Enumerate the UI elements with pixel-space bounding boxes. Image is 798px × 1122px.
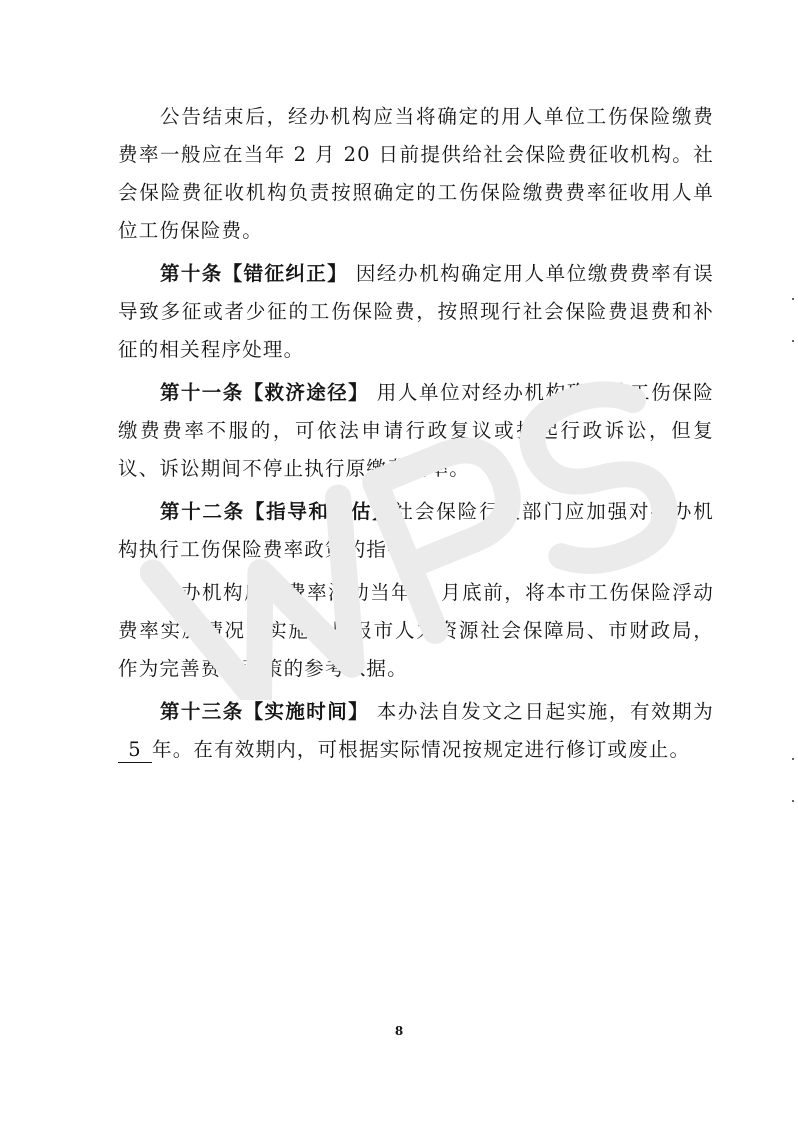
page-number: 8 — [394, 1024, 404, 1038]
article-13-heading: 第十三条【实施时间】 — [160, 700, 369, 723]
article-13-text-before: 本办法自发文之日起实施，有效期为 — [369, 700, 714, 723]
article-13 — [118, 693, 714, 769]
margin-dot-4 — [792, 800, 794, 802]
article-12 — [118, 493, 714, 569]
margin-dot-1 — [792, 298, 794, 300]
article-12-heading: 第十二条【指导和评估】 — [160, 500, 394, 523]
article-11 — [118, 374, 714, 488]
paragraph-report-text: 经办机构应在费率浮动当年 9 月底前，将本市工伤保险浮动费率实施情况及实施效果报市人力资源社会保障局、市财政局，作为完善费率政策的参考依据。 — [118, 581, 714, 680]
document-body — [118, 98, 714, 774]
article-12-text: 社会保险行政部门应加强对经办机构执行工伤保险费率政策的指导。 — [118, 500, 714, 561]
article-13-text-after: 年。在有效期内，可根据实际情况按规定进行修订或废止。 — [152, 738, 691, 761]
article-10-text: 因经办机构确定用人单位缴费费率有误导致多征或者少征的工伤保险费，按照现行社会保险费退费和补征的相关程序处理。 — [118, 262, 714, 361]
paragraph-report — [118, 574, 714, 688]
paragraph-1-text: 公告结束后，经办机构应当将确定的用人单位工伤保险缴费费率一般应在当年 2 月 20 日前提供给社会保险费征收机构。社会保险费征收机构负责按照确定的工伤保险缴费费率征收用人单位工伤保险费。 — [118, 105, 714, 242]
article-11-heading: 第十一条【救济途径】 — [160, 381, 369, 404]
article-10-heading: 第十条【错征纠正】 — [160, 262, 349, 285]
paragraph-1 — [118, 98, 714, 250]
margin-dot-2 — [792, 340, 794, 342]
article-11-text: 用人单位对经办机构确定的工伤保险缴费费率不服的，可依法申请行政复议或提起行政诉讼，但复议、诉讼期间不停止执行原缴费费率。 — [118, 381, 714, 480]
validity-years: 5 — [118, 738, 152, 763]
article-10 — [118, 255, 714, 369]
margin-dot-3 — [792, 758, 794, 760]
